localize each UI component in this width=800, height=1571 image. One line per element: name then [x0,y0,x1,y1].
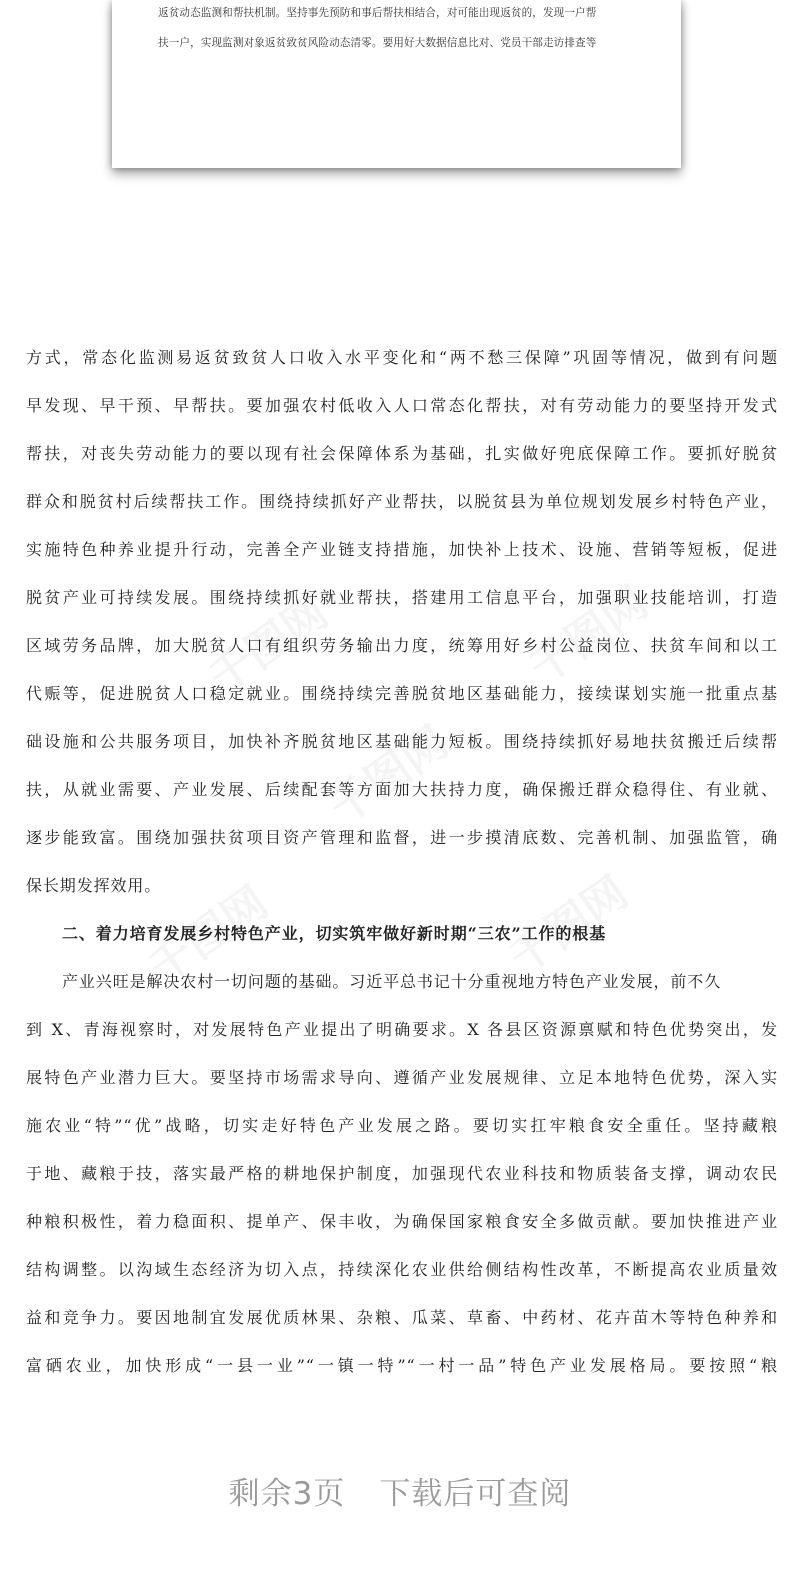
paragraph-line: 结构调整。以沟域生态经济为切入点，持续深化农业供给侧结构性改革，不断提高农业质量效 [26,1260,778,1279]
watermark-logo: 千图网 [519,576,658,695]
paragraph-line: 保长期发挥效用。 [26,876,162,895]
document-body [26,340,778,1396]
download-prompt[interactable] [0,1468,800,1513]
paragraph-line: 到 X、青海视察时，对发展特色产业提出了明确要求。X 各县区资源禀赋和特色优势突出，发 [26,1020,778,1039]
paragraph-line: 方式，常态化监测易返贫致贫人口收入水平变化和“两不愁三保障”巩固等情况，做到有问题 [26,348,778,367]
section-heading: 二、着力培育发展乡村特色产业，切实筑牢做好新时期“三农”工作的根基 [62,924,607,943]
paragraph-line: 种粮积极性，着力稳面积、提单产、保丰收，为确保国家粮食安全多做贡献。要加快推进产业 [26,1212,778,1231]
paragraph-line: 富硒农业，加快形成“一县一业”“一镇一特”“一村一品”特色产业发展格局。要按照“粮 [26,1356,778,1375]
paragraph-line: 帮扶，对丧失劳动能力的要以现有社会保障体系为基础，扎实做好兜底保障工作。要抓好脱贫 [26,444,778,463]
download-to-view-label: 下载后可查阅 [379,1476,572,1512]
watermark-logo: 千图网 [319,716,458,835]
watermark-logo: 千图网 [139,876,278,995]
paragraph-line: 础设施和公共服务项目，加快补齐脱贫地区基础能力短板。围绕持续抓好易地扶贫搬迁后续帮 [26,732,778,751]
watermark-logo: 千图网 [499,866,638,985]
paragraph-line: 脱贫产业可持续发展。围绕持续抓好就业帮扶，搭建用工信息平台，加强职业技能培训，打造 [26,588,778,607]
paragraph-line: 施农业“特”“优”战略，切实走好特色产业发展之路。要切实扛牢粮食安全重任。坚持藏粮 [26,1116,778,1135]
paragraph-line: 产业兴旺是解决农村一切问题的基础。习近平总书记十分重视地方特色产业发展，前不久 [62,972,722,991]
paragraph-line: 实施特色种养业提升行动，完善全产业链支持措施，加快补上技术、设施、营销等短板，促进 [26,540,778,559]
paragraph-line: 早发现、早干预、早帮扶。要加强农村低收入人口常态化帮扶，对有劳动能力的要坚持开发式 [26,396,778,415]
paragraph-line: 逐步能致富。围绕加强扶贫项目资产管理和监督，进一步摸清底数、完善机制、加强监管，确 [26,828,778,847]
paragraph-line: 区域劳务品牌，加大脱贫人口有组织劳务输出力度，统筹用好乡村公益岗位、扶贫车间和以工 [26,636,778,655]
remaining-pages-label: 剩余3页 [228,1476,346,1512]
paragraph-line: 代赈等，促进脱贫人口稳定就业。围绕持续完善脱贫地区基础能力，接续谋划实施一批重点基 [26,684,778,703]
paragraph-line: 扶，从就业需要、产业发展、后续配套等方面加大扶持力度，确保搬迁群众稳得住、有业就、 [26,780,778,799]
paragraph-line: 展特色产业潜力巨大。要坚持市场需求导向、遵循产业发展规律、立足本地特色优势，深入实 [26,1068,778,1087]
preview-line: 返贫动态监测和帮扶机制。坚持事先预防和事后帮扶相结合，对可能出现返贫的，发现一户帮 [158,7,597,19]
watermark-logo: 千图网 [199,586,338,705]
preview-line: 扶一户，实现监测对象返贫致贫风险动态清零。要用好大数据信息比对、党员干部走访排查等 [158,37,597,49]
paragraph-line: 群众和脱贫村后续帮扶工作。围绕持续抓好产业帮扶，以脱贫县为单位规划发展乡村特色产业， [26,492,778,511]
paragraph-line: 益和竞争力。要因地制宜发展优质林果、杂粮、瓜菜、草畜、中药材、花卉苗木等特色种养和 [26,1308,778,1327]
paragraph-line: 于地、藏粮于技，落实最严格的耕地保护制度，加强现代农业科技和物质装备支撑，调动农民 [26,1164,778,1183]
page-preview-card [112,0,681,168]
